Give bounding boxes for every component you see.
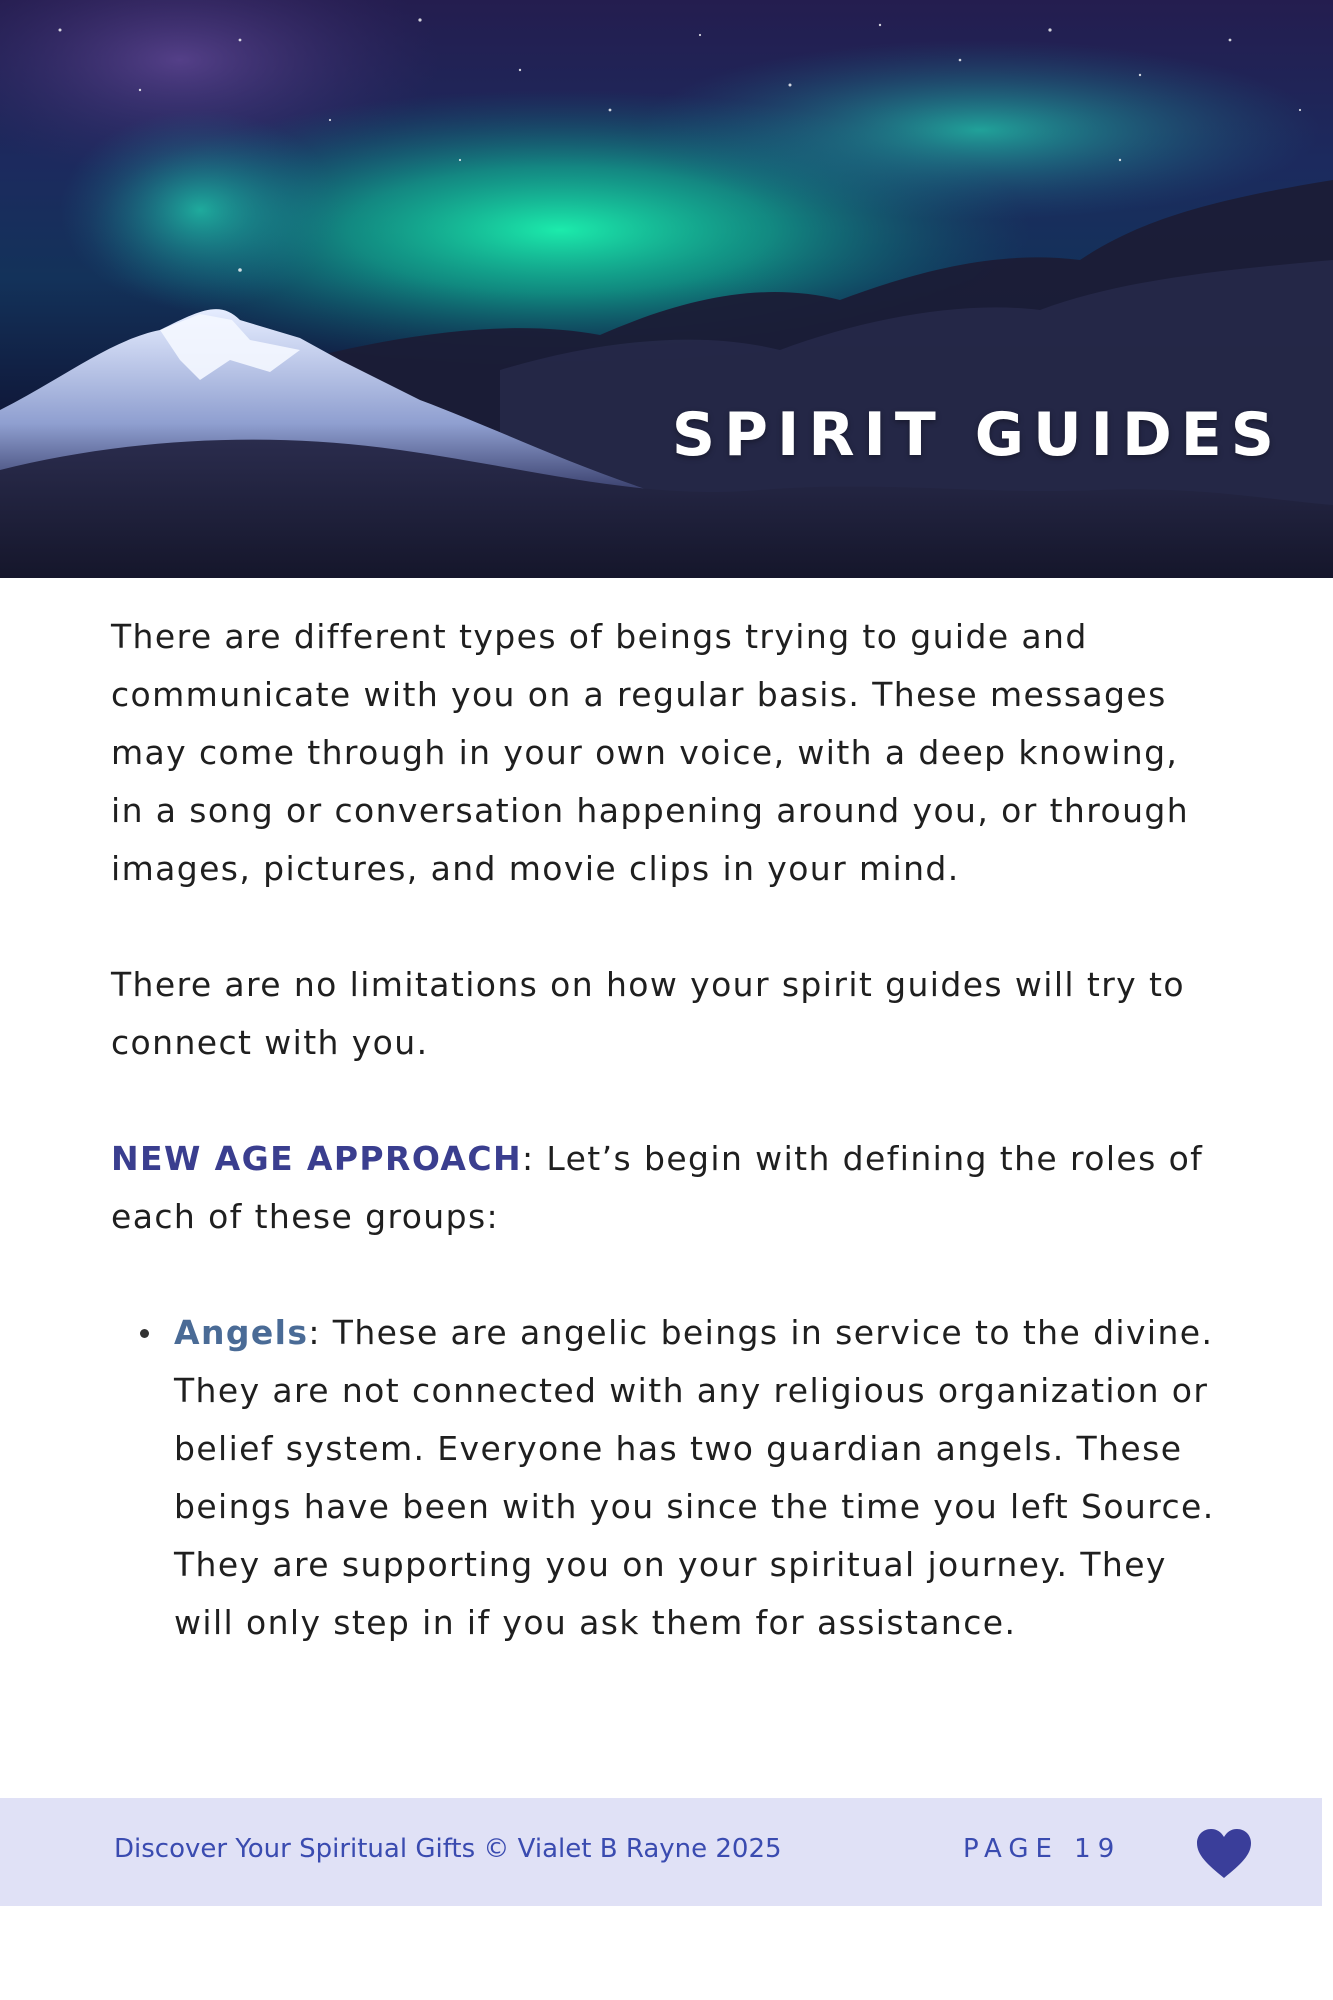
- intro-paragraph: There are different types of beings trying to guide and communicate with you on a regular basis. These messages may come through in your own voice, with a deep knowing, in a song or conversation happening around you, or through images, pictures, and movie clips in your mind.: [111, 617, 1190, 888]
- body-content: [111, 608, 1221, 1652]
- approach-paragraph: [111, 1130, 1221, 1246]
- header-banner: [0, 0, 1333, 578]
- approach-label: NEW AGE APPROACH: [111, 1139, 522, 1178]
- page-number: PAGE 19: [963, 1834, 1122, 1864]
- guide-types-list: [111, 1304, 1221, 1652]
- approach-text: : Let’s begin with defining the roles of each of these groups:: [111, 1139, 1204, 1236]
- list-item: [174, 1304, 1221, 1652]
- bullet-text: : These are angelic beings in service to the divine. They are not connected with any religious organization or belief system. Everyone has two guardian angels. These beings have been with you since the time you left Source. They are supporting you on your spiritual journey. They will only step in if you ask them for assistance.: [174, 1313, 1215, 1642]
- heart-icon: [1195, 1828, 1253, 1880]
- limitations-paragraph: There are no limitations on how your spirit guides will try to connect with you.: [111, 965, 1185, 1062]
- page-footer: [0, 1798, 1322, 1906]
- footer-credit: Discover Your Spiritual Gifts © Vialet B Rayne 2025: [114, 1834, 782, 1864]
- page-title: SPIRIT GUIDES: [671, 400, 1283, 470]
- aurora-mountain-image: [0, 0, 1333, 578]
- bullet-term: Angels: [174, 1313, 309, 1352]
